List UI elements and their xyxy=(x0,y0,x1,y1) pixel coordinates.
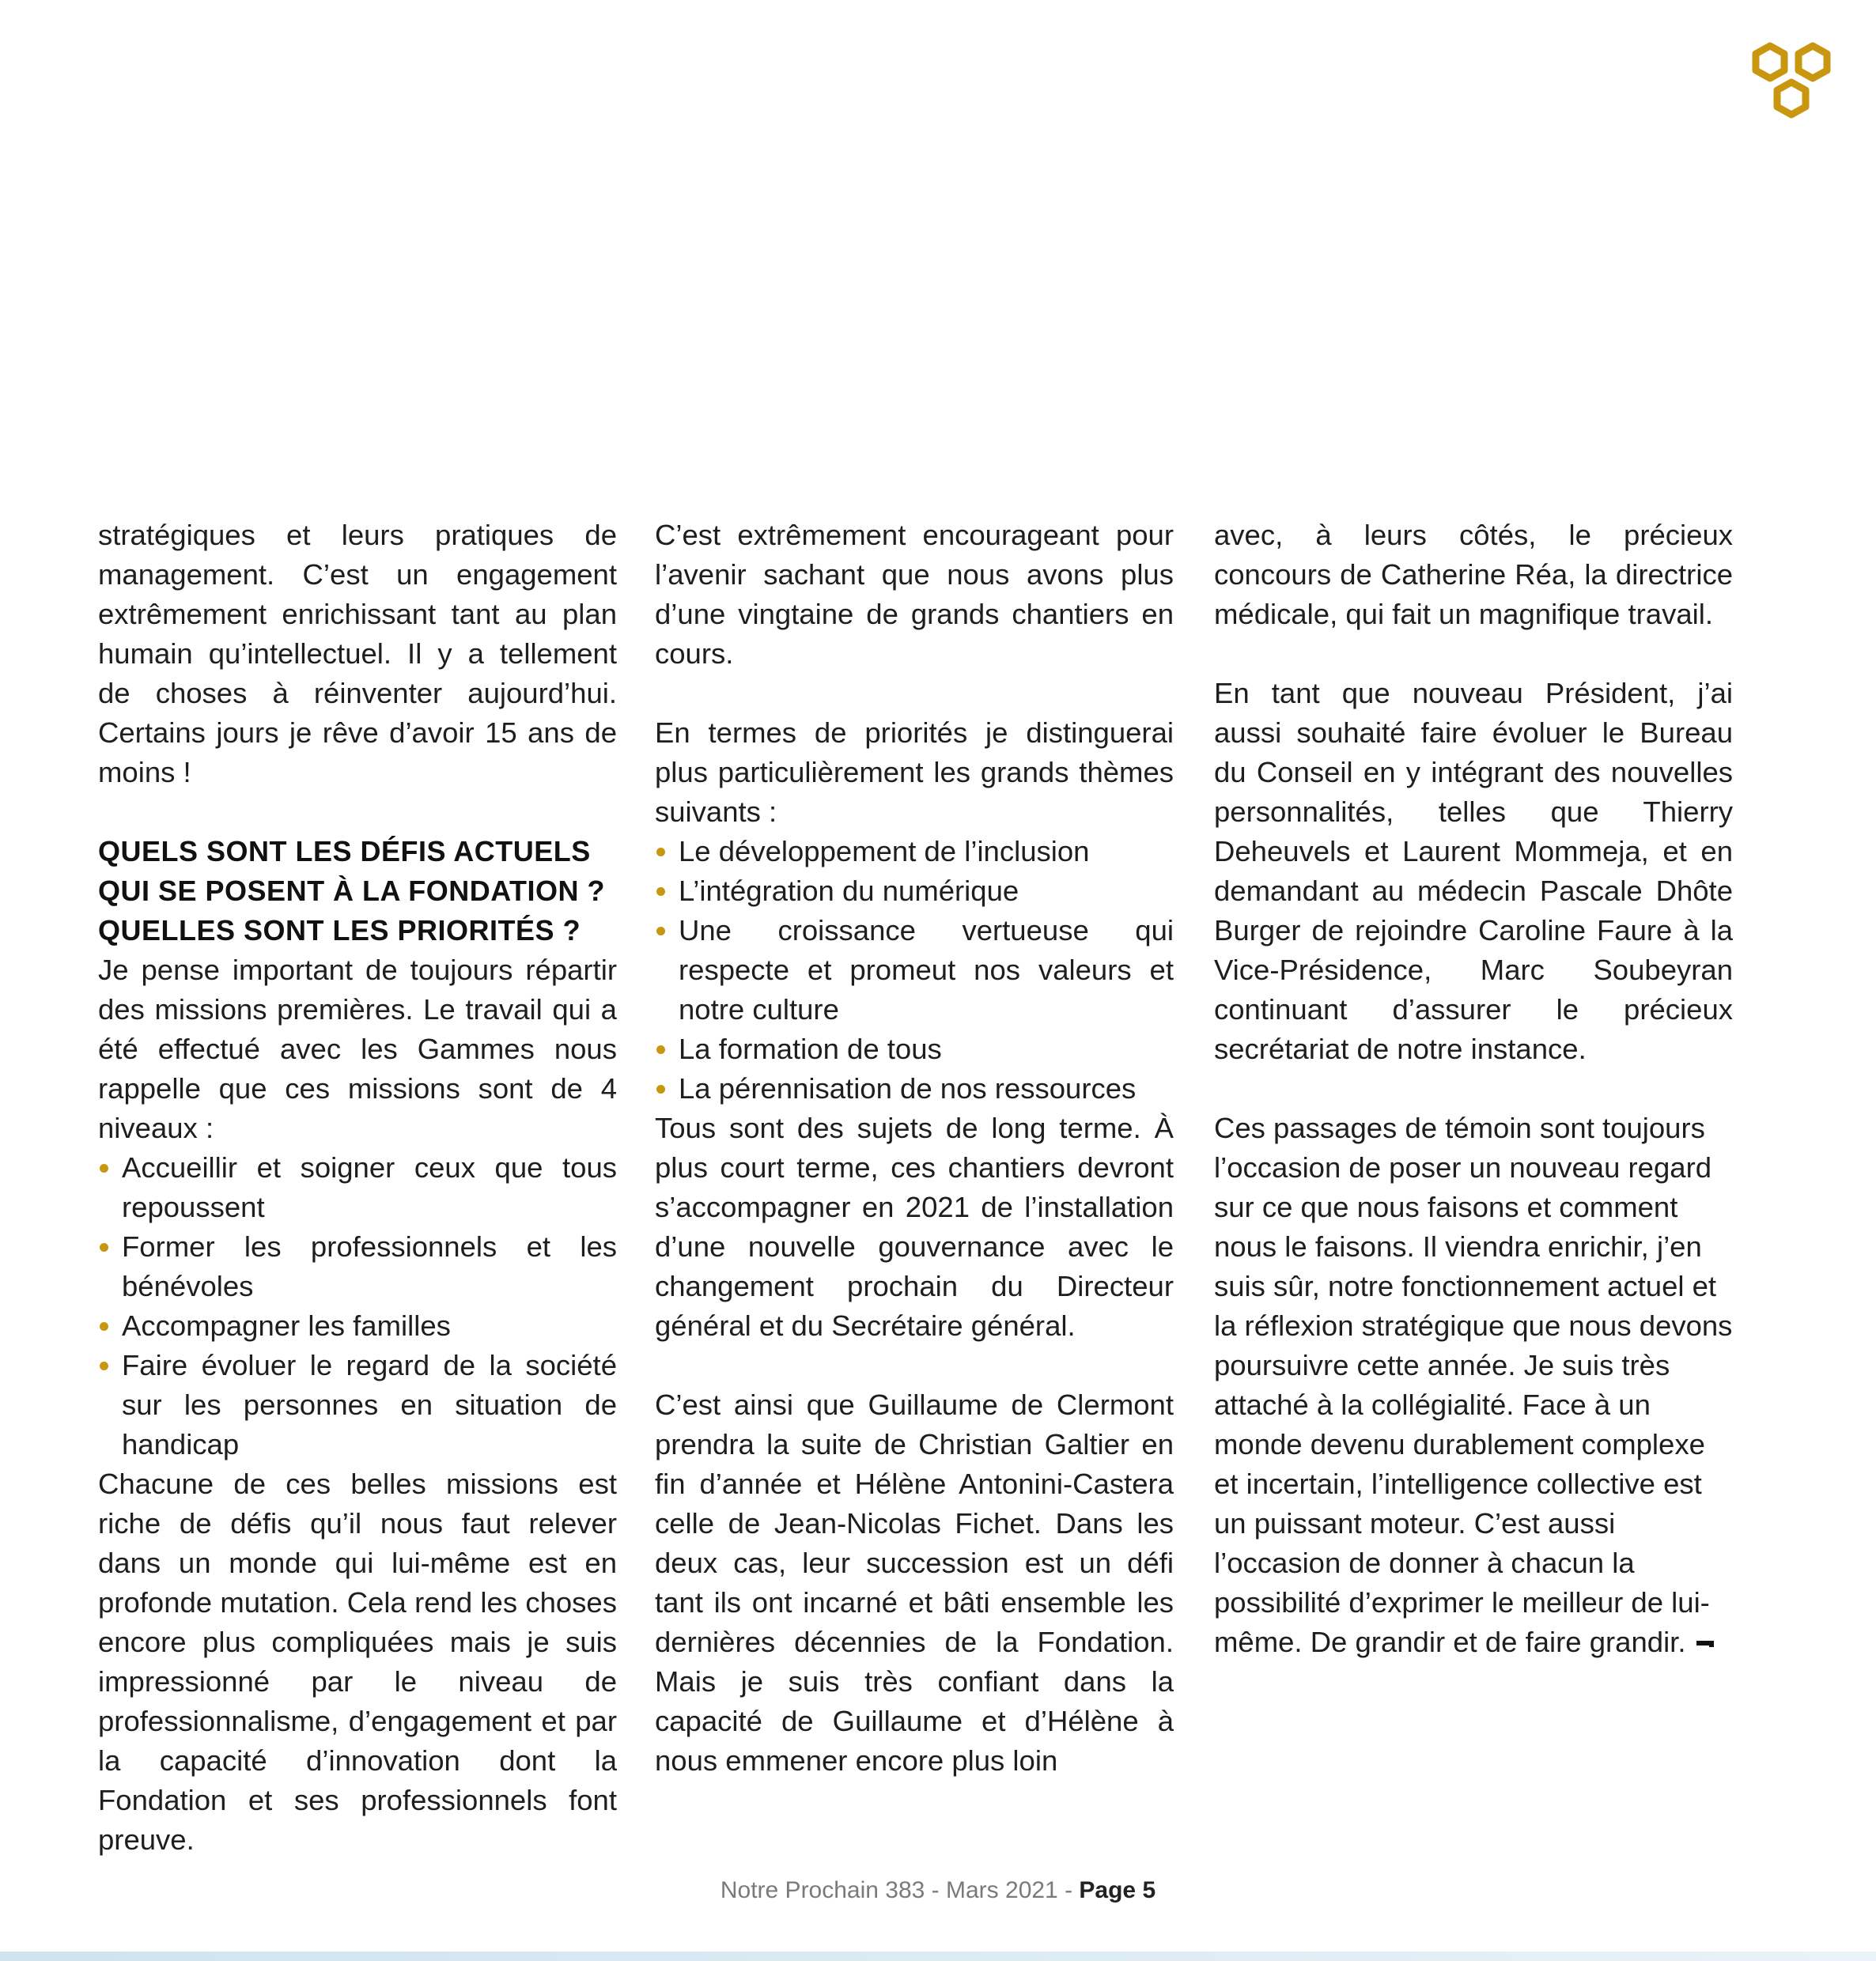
missions-list xyxy=(98,1148,617,1464)
page-footer xyxy=(0,1875,1876,1906)
paragraph: En tant que nouveau Président, j’ai aussi souhaité faire évoluer le Bureau du Conseil en y intégrant des nouvelles personnalités, telles que Thierry Deheuvels et Laurent Mommeja, et en demandant au médecin Pascale Dhôte Burger de rejoindre Caroline Faure à la Vice-Présidence, Marc Soubeyran continuant d’assurer le précieux secrétariat de notre instance. xyxy=(1214,677,1733,1065)
article-column-right xyxy=(1214,516,1733,1662)
paragraph: avec, à leurs côtés, le précieux concours de Catherine Réa, la directrice médicale, qui fait un magnifique travail. xyxy=(1214,519,1733,630)
list-item: Le développement de l’inclusion xyxy=(655,832,1174,871)
list-item: Faire évoluer le regard de la société sur les personnes en situation de handicap xyxy=(98,1346,617,1464)
honeycomb-hexagons-icon xyxy=(1748,41,1835,123)
section-heading: QUELS SONT LES DÉFIS ACTUELS QUI SE POSENT À LA FONDATION ? QUELLES SONT LES PRIORITÉS ? xyxy=(98,835,606,946)
page-number: Page 5 xyxy=(1079,1877,1156,1903)
list-item: Accueillir et soigner ceux que tous repoussent xyxy=(98,1148,617,1227)
paragraph: Tous sont des sujets de long terme. À plus court terme, ces chantiers devront s’accompagner en 2021 de l’installation d’une nouvelle gouvernance avec le changement prochain du Directeur général et du Secrétaire général. xyxy=(655,1112,1174,1342)
list-item: Une croissance vertueuse qui respecte et promeut nos valeurs et notre culture xyxy=(655,911,1174,1030)
list-item: La formation de tous xyxy=(655,1030,1174,1069)
paragraph: Je pense important de toujours répartir des missions premières. Le travail qui a été effectué avec les Gammes nous rappelle que ces missions sont de 4 niveaux : xyxy=(98,954,617,1144)
paragraph-text: Ces passages de témoin sont toujours l’occasion de poser un nouveau regard sur ce que nous faisons et comment nous le faisons. Il viendra enrichir, j’en suis sûr, notre fonctionnement actuel et la réflexion stratégique que nous devons poursuivre cette année. Je suis très attaché à la collégialité. Face à un monde devenu durablement complexe et incertain, l’intelligence collective est un puissant moteur. C’est aussi l’occasion de donner à chacun la possibilité d’exprimer le meilleur de lui-même. De grandir et de faire grandir. xyxy=(1214,1112,1733,1658)
paragraph: Chacune de ces belles missions est riche de défis qu’il nous faut relever dans un monde qui lui-même est en profonde mutation. Cela rend les choses encore plus compliquées mais je suis impressionné par le niveau de professionnalisme, d’engagement et par la capacité d’innovation dont la Fondation et ses professionnels font preuve. xyxy=(98,1468,617,1856)
article-column-left xyxy=(98,516,617,1860)
paragraph: En termes de priorités je distinguerai plus particulièrement les grands thèmes suivants : xyxy=(655,716,1174,828)
paragraph: C’est extrêmement encourageant pour l’avenir sachant que nous avons plus d’une vingtaine de grands chantiers en cours. xyxy=(655,519,1174,670)
priorities-list xyxy=(655,832,1174,1109)
paragraph: C’est ainsi que Guillaume de Clermont prendra la suite de Christian Galtier en fin d’année et Hélène Antonini-Castera celle de Jean-Nicolas Fichet. Dans les deux cas, leur succession est un défi tant ils ont incarné et bâti ensemble les dernières décennies de la Fondation. Mais je suis très confiant dans la capacité de Guillaume et d’Hélène à nous emmener encore plus loin xyxy=(655,1389,1174,1777)
paragraph: stratégiques et leurs pratiques de management. C’est un engagement extrêmement enrichissant tant au plan humain qu’intellectuel. Il y a tellement de choses à réinventer aujourd’hui. Certains jours je rêve d’avoir 15 ans de moins ! xyxy=(98,519,617,788)
end-of-article-mark-icon xyxy=(1696,1641,1714,1647)
list-item: La pérennisation de nos ressources xyxy=(655,1069,1174,1109)
article-column-middle xyxy=(655,516,1174,1781)
paragraph-last xyxy=(1214,1109,1733,1662)
list-item: L’intégration du numérique xyxy=(655,871,1174,911)
list-item: Accompagner les familles xyxy=(98,1306,617,1346)
list-item: Former les professionnels et les bénévoles xyxy=(98,1227,617,1306)
bottom-edge-strip xyxy=(0,1952,1876,1961)
publication-info: Notre Prochain 383 - Mars 2021 - xyxy=(720,1877,1080,1903)
